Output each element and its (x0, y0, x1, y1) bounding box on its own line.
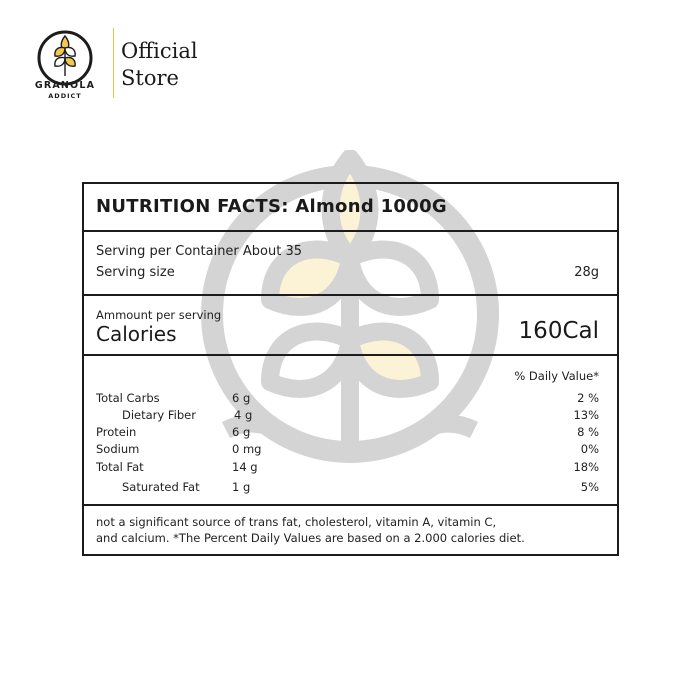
svg-text:GRANOLA: GRANOLA (34, 80, 96, 91)
nutrition-facts-panel (82, 182, 619, 556)
nutrient-amount: 14 g (232, 460, 258, 474)
nutrient-name: Sodium (96, 442, 140, 456)
nutrition-footnote (96, 514, 606, 546)
daily-value-header: % Daily Value* (514, 369, 599, 383)
serving-per-container: Serving per Container About 35 (96, 244, 303, 259)
header-divider (113, 28, 114, 98)
footnote-line-1: not a significant source of trans fat, cholesterol, vitamin A, vitamin C, (96, 515, 497, 529)
nutrient-daily-value: 18% (573, 460, 599, 474)
nutrient-amount: 6 g (232, 391, 251, 405)
calories-value: 160Cal (518, 318, 599, 344)
nutrient-name: Saturated Fat (122, 480, 200, 494)
nutrient-amount: 6 g (232, 425, 251, 439)
footnote-line-2: and calcium. *The Percent Daily Values are based on a 2.000 calories diet. (96, 531, 525, 545)
nutrition-title: NUTRITION FACTS: Almond 1000G (96, 196, 447, 217)
wheat-logo-icon (22, 18, 108, 104)
nutrient-daily-value: 8 % (577, 425, 599, 439)
store-line-1: Official (121, 39, 198, 63)
nutrient-name: Dietary Fiber (122, 408, 196, 422)
amount-per-serving: Ammount per serving (96, 308, 222, 322)
serving-size-label: Serving size (96, 265, 175, 280)
nutrient-daily-value: 2 % (577, 391, 599, 405)
nutrient-name: Total Fat (96, 460, 144, 474)
section-divider (84, 230, 617, 232)
section-divider (84, 354, 617, 356)
nutrient-row (84, 425, 617, 442)
nutrient-amount: 1 g (232, 480, 251, 494)
nutrient-row (84, 460, 617, 477)
store-line-2: Store (121, 66, 179, 90)
granola-addict-logo (22, 18, 108, 104)
nutrient-amount: 0 mg (232, 442, 262, 456)
section-divider (84, 504, 617, 506)
nutrient-daily-value: 5% (580, 480, 599, 494)
nutrient-amount: 4 g (234, 408, 253, 422)
calories-label: Calories (96, 322, 177, 346)
serving-size-value: 28g (574, 265, 599, 280)
nutrient-row (84, 408, 617, 425)
section-divider (84, 294, 617, 296)
nutrient-row (84, 480, 617, 497)
official-store-label (121, 38, 198, 92)
nutrient-row (84, 391, 617, 408)
svg-text:ADDICT: ADDICT (48, 92, 82, 100)
nutrient-name: Protein (96, 425, 137, 439)
nutrient-row (84, 442, 617, 459)
nutrient-name: Total Carbs (96, 391, 160, 405)
nutrient-daily-value: 0% (580, 442, 599, 456)
nutrient-daily-value: 13% (573, 408, 599, 422)
